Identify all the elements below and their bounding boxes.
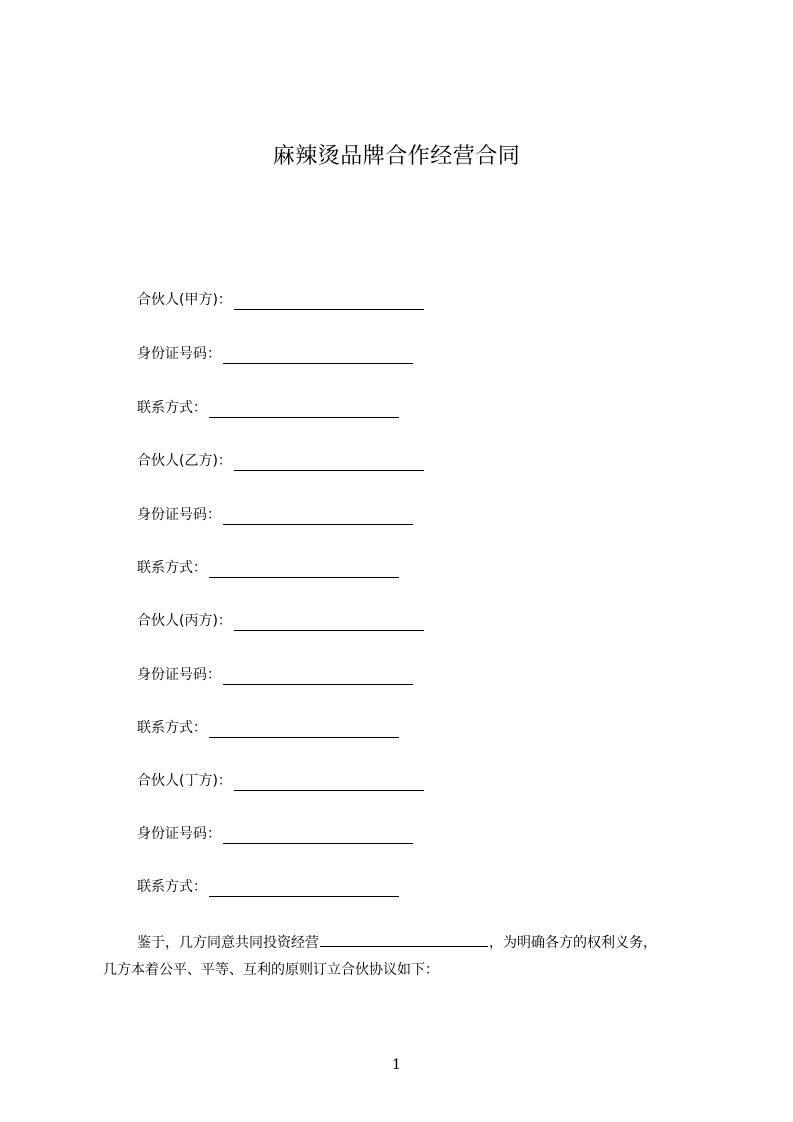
party-a-id-label: 身份证号码： — [137, 346, 221, 362]
party-d-id-field — [137, 824, 413, 844]
preamble-text-part2: ，为明确各方的权利义务， — [489, 935, 657, 951]
party-c-id-blank — [223, 667, 413, 685]
party-b-contact-label: 联系方式： — [137, 560, 207, 576]
party-b-id-blank — [223, 507, 413, 525]
party-a-name-blank — [234, 292, 424, 310]
party-d-name-field — [137, 771, 424, 791]
party-d-id-blank — [223, 826, 413, 844]
party-d-id-label: 身份证号码： — [137, 826, 221, 842]
party-c-name-blank — [234, 613, 424, 631]
party-a-id-field — [137, 344, 413, 364]
party-c-contact-label: 联系方式： — [137, 720, 207, 736]
party-b-id-label: 身份证号码： — [137, 507, 221, 523]
preamble-text-part1: 鉴于，几方同意共同投资经营 — [137, 935, 319, 951]
party-c-id-field — [137, 665, 413, 685]
party-a-label: 合伙人(甲方)： — [137, 292, 232, 308]
party-c-name-field — [137, 611, 424, 631]
party-d-contact-label: 联系方式： — [137, 879, 207, 895]
party-d-contact-field — [137, 877, 399, 897]
party-c-id-label: 身份证号码： — [137, 667, 221, 683]
party-c-contact-field — [137, 718, 399, 738]
party-b-name-field — [137, 451, 424, 471]
party-a-contact-field — [137, 398, 399, 418]
document-title: 麻辣烫品牌合作经营合同 — [272, 144, 521, 169]
party-a-name-field — [137, 290, 424, 310]
preamble-line-2: 几方本着公平、平等、互利的原则订立合伙协议如下： — [103, 962, 439, 978]
party-c-label: 合伙人(丙方)： — [137, 613, 232, 629]
party-b-contact-blank — [209, 560, 399, 578]
party-c-contact-blank — [209, 720, 399, 738]
preamble-line-1 — [137, 931, 657, 953]
page-number: 1 — [392, 1057, 401, 1073]
party-a-id-blank — [223, 346, 413, 364]
party-a-contact-label: 联系方式： — [137, 400, 207, 416]
party-b-contact-field — [137, 558, 399, 578]
party-d-label: 合伙人(丁方)： — [137, 773, 232, 789]
party-b-label: 合伙人(乙方)： — [137, 453, 232, 469]
business-blank — [320, 931, 488, 947]
party-d-name-blank — [234, 773, 424, 791]
party-d-contact-blank — [209, 879, 399, 897]
party-b-id-field — [137, 505, 413, 525]
party-a-contact-blank — [209, 400, 399, 418]
party-b-name-blank — [234, 453, 424, 471]
